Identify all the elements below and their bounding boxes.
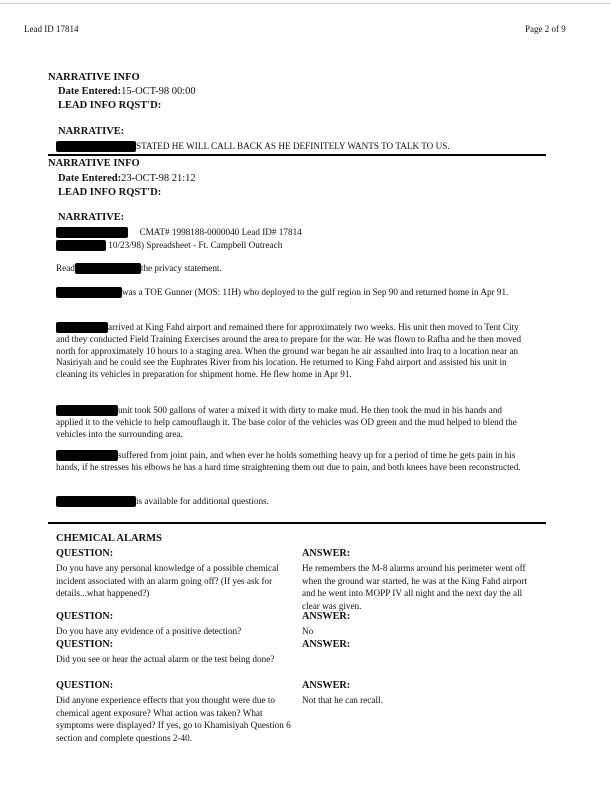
answer-text-1: He remembers the M-8 alarms around his perimeter went off when the ground war started, he was at the King Fahd airport and he went into MOPP IV all night and the next day the all clear was given. [302, 563, 528, 611]
redaction [56, 405, 118, 416]
question-label-4: QUESTION: [56, 680, 114, 691]
date-value-2: 23-OCT-98 21:12 [121, 173, 196, 184]
question-label-2: QUESTION: [56, 611, 114, 622]
answer-label-1: ANSWER: [302, 548, 351, 559]
paragraph-4 [56, 450, 524, 474]
paragraph-3 [56, 405, 524, 440]
question-text-2: Do you have any evidence of a positive detection? [56, 626, 242, 636]
narrative-label-2: NARRATIVE: [58, 212, 125, 223]
paragraph-2 [56, 322, 524, 381]
redaction [56, 240, 106, 251]
question-label-3: QUESTION: [56, 639, 114, 650]
answer-text-4: Not that he can recall. [302, 695, 383, 705]
narrative-info-title-1: NARRATIVE INFO [48, 72, 140, 83]
date-label-2: Date Entered: [58, 173, 122, 184]
lead-info-rqst-1: LEAD INFO RQST'D: [58, 100, 162, 111]
answer-label-2: ANSWER: [302, 611, 351, 622]
chemical-alarms-title: CHEMICAL ALARMS [56, 533, 162, 544]
question-label-1: QUESTION: [56, 548, 114, 559]
question-text-4: Did anyone experience effects that you thought were due to chemical agent exposure? What action was taken? What symptoms were displayed? If yes, go to Khamisiyah Question 6 section and complete questions 2-40. [56, 695, 291, 743]
date-entered-1 [58, 86, 196, 97]
paragraph-1 [56, 287, 524, 299]
cmat-text: CMAT# 1998188-0000040 Lead ID# 17814 [139, 227, 302, 237]
redaction [56, 322, 108, 333]
date-label-1: Date Entered: [58, 86, 122, 97]
question-text-1: Do you have any personal knowledge of a possible chemical incident associated with an alarm going off? (If yes ask for details...what happened?) [56, 563, 279, 599]
lead-id-header: Lead ID 17814 [24, 24, 79, 34]
answer-text-2: No [302, 626, 314, 636]
narrative-info-title-2: NARRATIVE INFO [48, 158, 140, 169]
section-rule-1 [48, 154, 546, 156]
narrative-label-1: NARRATIVE: [58, 126, 125, 137]
date-entered-2 [58, 173, 196, 184]
date-value-1: 15-OCT-98 00:00 [121, 86, 196, 97]
cmat-line [56, 226, 302, 239]
narrative-body-1: STATED HE WILL CALL BACK AS HE DEFINITELY WANTS TO TALK TO US. [136, 141, 450, 151]
paragraph-5 [56, 496, 524, 508]
top-faint-rule [0, 3, 611, 4]
page-number: Page 2 of 9 [525, 24, 566, 34]
spreadsheet-line [56, 239, 282, 252]
redaction [56, 141, 136, 152]
lead-info-rqst-2: LEAD INFO RQST'D: [58, 187, 162, 198]
redaction [56, 227, 128, 238]
paragraph-2-text: arrived at King Fahd airport and remained there for approximately two weeks. His unit then moved to Tent City and they conducted Field Training Exercises around the area to prepare for the war. He was flown to Rafha and he then moved north for approximately 10 hours to a staging area. When the ground war began he air assaulted into Iraq to a location near an Nasiriyah and he could see the Euphrates River from his location. He returned to King Fahd airport and assisted his unit in cleaning its vehicles in preparation for shipment home. He flew home in Apr 91. [56, 322, 522, 380]
narrative-text-1 [56, 140, 450, 153]
read-suffix: the privacy statement. [140, 263, 222, 273]
paragraph-5-text: is available for additional questions. [136, 496, 269, 506]
section-rule-2 [48, 522, 546, 524]
paragraph-4-text: suffered from joint pain, and when ever he holds something heavy up for a period of time he gets pain in his hands, if he stresses his elbows he has a hard time straightening them out due to pain, and both knees have been reconstructed. [56, 450, 521, 472]
privacy-line [56, 262, 222, 275]
paragraph-3-text: unit took 500 gallons of water a mixed it with dirty to make mud. He then took the mud in his hands and applied it to the vehicle to help camouflaugh it. The base color of the vehicles was OD green and the mud helped to blend the vehicles into the surrounding area. [56, 405, 517, 439]
paragraph-1-text: was a TOE Gunner (MOS: 11H) who deployed to the gulf region in Sep 90 and returned home in Apr 91. [122, 287, 509, 297]
question-text-3: Did you see or hear the actual alarm or the test being done? [56, 654, 275, 664]
redaction [56, 287, 122, 298]
redaction [56, 496, 136, 507]
redaction [75, 263, 141, 274]
spreadsheet-text: 10/23/98) Spreadsheet - Ft. Campbell Outreach [108, 240, 283, 250]
answer-label-4: ANSWER: [302, 680, 351, 691]
read-prefix: Read [56, 263, 75, 273]
redaction [56, 450, 118, 461]
answer-label-3: ANSWER: [302, 639, 351, 650]
